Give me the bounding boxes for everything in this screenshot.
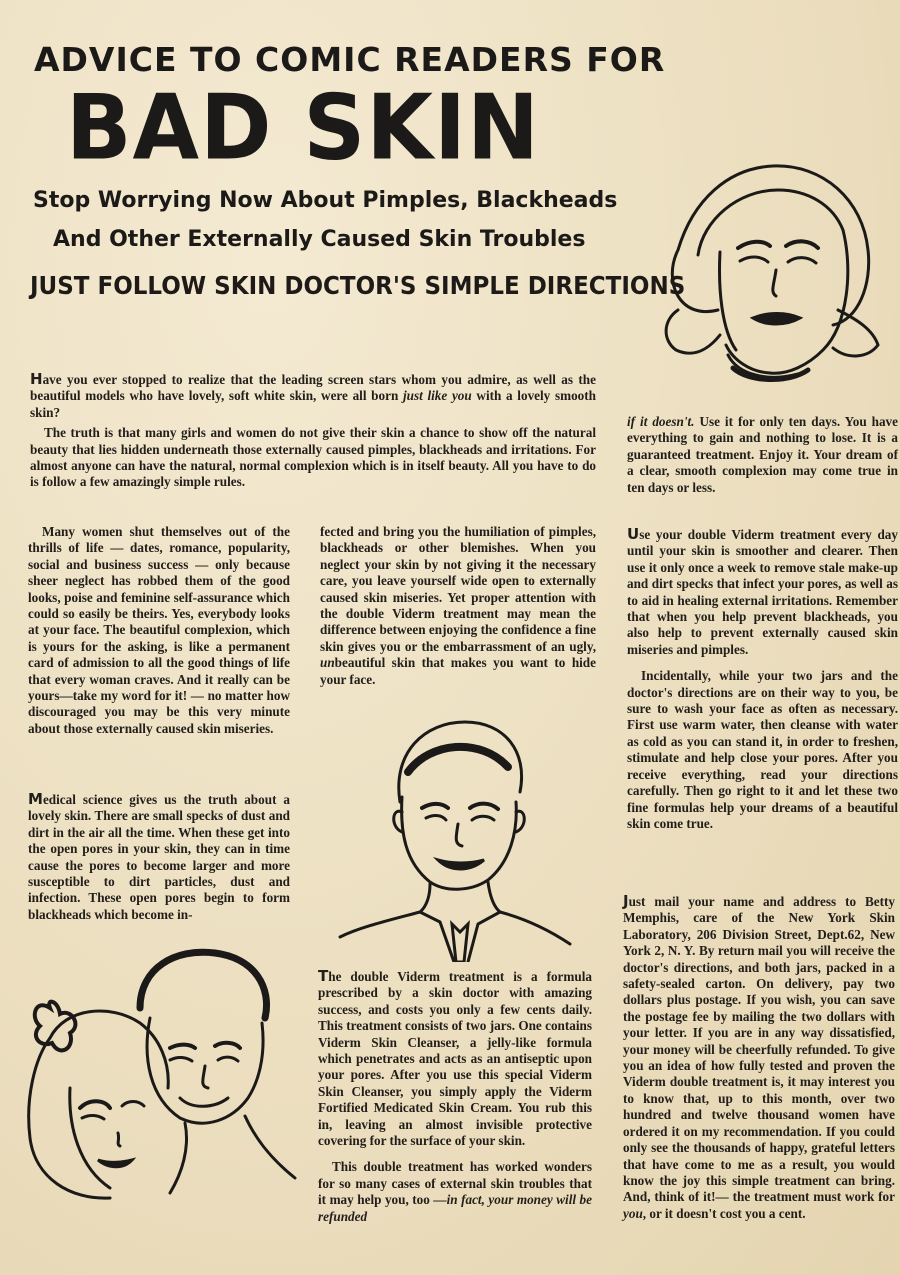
column-2-lower bbox=[318, 968, 592, 1225]
column-1-paragraph-1: Many women shut themselves out of the thrills of life — dates, romance, popularity, social and business success — only because sheer neglect has robbed them of the good looks, poise and feminine self-assurance which could so easily be theirs. Yes, everybody looks at your face. The beautiful complexion, which is yours for the asking, is like a permanent card of admission to all the good things of life that every woman craves. And it really can be yours—take my word for it! — no matter how discouraged you may be this very minute about those externally caused skin miseries. bbox=[28, 524, 290, 736]
column-3-middle bbox=[627, 526, 898, 832]
column-2-paragraph-3: This double treatment has worked wonders for so many cases of external skin troubles that it may help you, too —in fact, your money will be refunded bbox=[318, 1159, 592, 1224]
column-1-lower bbox=[28, 791, 290, 923]
intro-section bbox=[30, 371, 596, 491]
column-3-paragraph-4: Just mail your name and address to Betty Memphis, care of the New York Skin Laboratory, 206 Division Street, Dept.62, New York 2, N. Y. By return mail you will receive the doctor's directions, and both jars, packed in a safety-sealed carton. On delivery, pay two dollars plus postage. If you wish, you can save the postage fee by mailing the two dollars with your letter. If you are in any way dissatisfied, your money will be cheerfully refunded. To give you an idea of how fully tested and proven the Viderm double treatment is, it may interest you to know that, up to this month, over two hundred and twelve thousand women have ordered it on my recommendation. If you could only see the thousands of happy, grateful letters that have come to me as a result, you would know the joy this simple treatment can bring. And, think of it!— the treatment must work for you, or it doesn't cost you a cent. bbox=[623, 892, 895, 1221]
dropcap-t: T bbox=[318, 967, 329, 985]
column-1 bbox=[28, 524, 290, 737]
tagline: JUST FOLLOW SKIN DOCTOR'S SIMPLE DIRECTIONS bbox=[30, 271, 686, 300]
column-3-paragraph-2: Use your double Viderm treatment every day until your skin is smoother and clearer. Then use it only once a week to remove stale make-up and dirt specks that infect your pores, as well as to aid in healing external irritations. Remember that when you help prevent blackheads, you also help to prevent externally caused skin miseries and pimples. bbox=[627, 525, 898, 657]
intro-paragraph-1: Have you ever stopped to realize that the leading screen stars whom you admire, as well as the beautiful models who have lovely, soft white skin, were all born just like you with a lovely smooth skin? bbox=[30, 370, 596, 420]
column-3-paragraph-1: if it doesn't. Use it for only ten days. You have everything to gain and nothing to lose. It is a guaranteed treatment. Enjoy it. Your dream of a clear, smooth complexion may come true in ten days or less. bbox=[627, 414, 898, 495]
dropcap-u: U bbox=[627, 525, 640, 543]
couple-illustration bbox=[10, 948, 300, 1210]
column-2-paragraph-2: The double Viderm treatment is a formula prescribed by a skin doctor with amazing success, and costs you only a few cents daily. This treatment consists of two jars. One contains Viderm Skin Cleanser, a jelly-like formula which penetrates and acts as an antiseptic upon your pores. After you use this special Viderm Skin Cleanser, you simply apply the Viderm Fortified Medicated Skin Cream. You rub this in, leaving an almost invisible protective covering for the surface of your skin. bbox=[318, 967, 592, 1149]
column-1-paragraph-2: Medical science gives us the truth about a lovely skin. There are small specks of dust and dirt in the air all the time. When these get into the open pores in your skin, they can in time cause the pores to become larger and more susceptible to dirt particles, dust and infection. These open pores begin to form blackheads which become in- bbox=[28, 790, 290, 922]
subtitle-line-2: And Other Externally Caused Skin Troubles bbox=[53, 227, 586, 252]
dropcap-j: J bbox=[623, 892, 629, 910]
dropcap-h: H bbox=[30, 370, 43, 388]
column-3-paragraph-3: Incidentally, while your two jars and the doctor's directions are on their way to you, be sure to wash your face as often as necessary. First use warm water, then cleanse with water as cold as you can stand it, in order to freshen, stimulate and help close your pores. After you receive everything, read your directions carefully. Then go right to it and let these two fine formulas help your dreams of a beautiful skin come true. bbox=[627, 668, 898, 831]
man-portrait-illustration bbox=[330, 712, 580, 962]
woman-portrait-illustration bbox=[658, 160, 890, 388]
column-2 bbox=[320, 524, 596, 688]
column-3 bbox=[627, 414, 898, 496]
column-3-lower bbox=[623, 893, 895, 1222]
headline-kicker: ADVICE TO COMIC READERS FOR bbox=[34, 40, 666, 79]
intro-paragraph-2: The truth is that many girls and women do not give their skin a chance to show off the natural beauty that lies hidden underneath those externally caused pimples, blackheads and irritations. For almost anyone can have the natural, normal complexion which is in itself beauty. All you have to do is follow a few amazingly simple rules. bbox=[30, 425, 596, 490]
headline-title: BAD SKIN bbox=[66, 75, 540, 181]
subtitle-line-1: Stop Worrying Now About Pimples, Blackheads bbox=[33, 188, 618, 213]
dropcap-m: M bbox=[28, 790, 43, 808]
column-2-paragraph-1: fected and bring you the humiliation of pimples, blackheads or other blemishes. When you neglect your skin by not giving it the necessary care, you leave yourself wide open to externally caused skin miseries. Yet proper attention with the double Viderm treatment may mean the difference between enjoying the confidence a fine skin gives you or the embarrassment of an ugly, unbeautiful skin that makes you want to hide your face. bbox=[320, 524, 596, 687]
